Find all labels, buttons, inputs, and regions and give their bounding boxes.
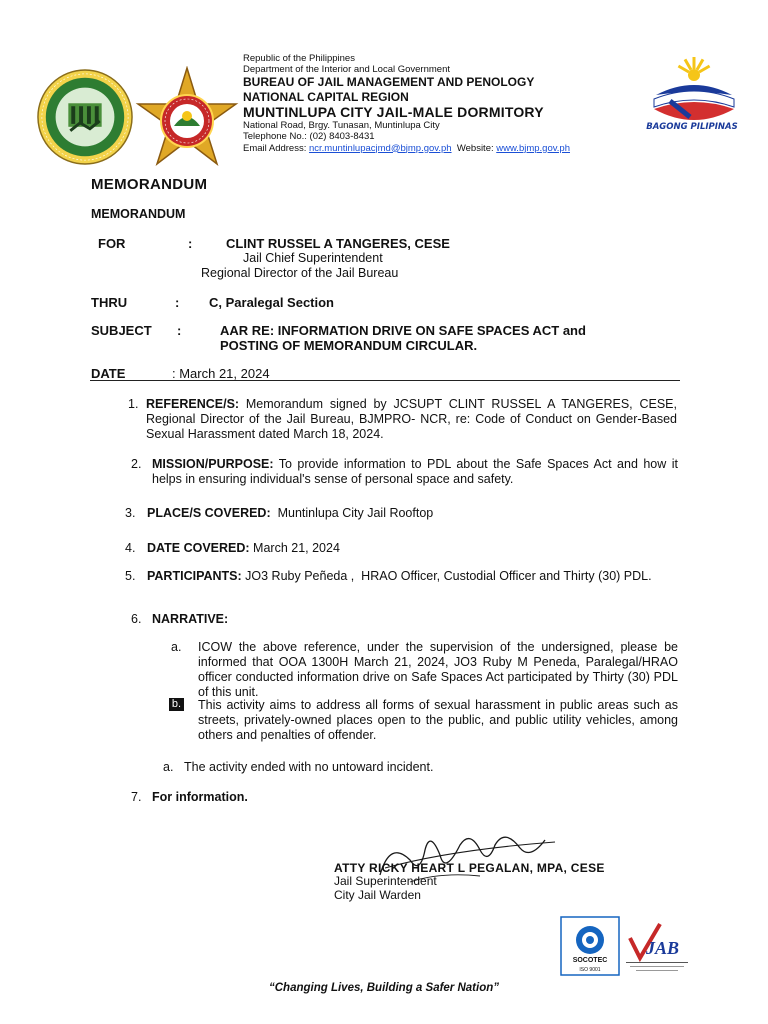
bagong-pilipinas-label: BAGONG PILIPINAS (646, 122, 738, 132)
for-name: CLINT RUSSEL A TANGERES, CESE (226, 236, 450, 251)
telephone-line: Telephone No.: (02) 8403-8431 (243, 131, 375, 143)
item-5-number: 5. (125, 569, 136, 583)
item-3-label: PLACE/S COVERED: (147, 506, 271, 520)
email-label: Email Address: (243, 142, 309, 154)
region-line: NATIONAL CAPITAL REGION (243, 89, 409, 104)
for-position: Regional Director of the Jail Bureau (201, 266, 399, 280)
contact-line (243, 143, 673, 154)
footer-tagline: “Changing Lives, Building a Safer Nation” (268, 982, 500, 994)
signatory-position: City Jail Warden (334, 888, 421, 902)
item-4-date (147, 541, 667, 556)
narrative-b-letter: b. (169, 698, 184, 711)
date-divider (90, 380, 680, 381)
item-6-number: 6. (131, 612, 142, 626)
item-2-text: To provide information to PDL about the Safe Spaces Act and how it helps in ensuring individual's sense of personal space and safety. (152, 457, 678, 486)
memo-title: MEMORANDUM (91, 176, 208, 193)
bureau-line: BUREAU OF JAIL MANAGEMENT AND PENOLOGY (243, 75, 535, 90)
subject-line-1: AAR RE: INFORMATION DRIVE ON SAFE SPACES ACT and (220, 323, 586, 338)
date-label: DATE (91, 366, 126, 381)
thru-value: C, Paralegal Section (209, 295, 334, 310)
subject-label: SUBJECT (91, 323, 152, 338)
item-5-label: PARTICIPANTS: (147, 569, 242, 583)
item-5-text: JO3 Ruby Peñeda , HRAO Officer, Custodial Officer and Thirty (30) PDL. (241, 569, 652, 583)
narrative-c-letter: a. (163, 760, 174, 774)
item-4-text: March 21, 2024 (249, 541, 340, 555)
unit-line: MUNTINLUPA CITY JAIL-MALE DORMITORY (243, 103, 544, 120)
iso-label: ISO 9001 (579, 967, 601, 973)
subject-line-2: POSTING OF MEMORANDUM CIRCULAR. (220, 338, 478, 353)
memo-subtitle: MEMORANDUM (91, 207, 186, 221)
item-4-label: DATE COVERED: (147, 541, 250, 555)
website-label: Website: (451, 142, 497, 154)
thru-colon: : (175, 295, 180, 310)
for-colon: : (188, 236, 193, 251)
signatory-name: ATTY RICKY HEART L PEGALAN, MPA, CESE (334, 861, 605, 875)
jab-accreditation-logo (622, 918, 692, 978)
thru-label: THRU (91, 295, 128, 310)
city-jail-star-badge (132, 66, 242, 170)
narrative-c-text: The activity ended with no untoward incident. (184, 760, 434, 774)
date-value: : March 21, 2024 (172, 366, 270, 381)
item-1-label: REFERENCE/S: (146, 397, 240, 411)
bjmp-seal-logo (36, 68, 134, 166)
department-line: Department of the Interior and Local Government (243, 64, 451, 76)
item-2-label: MISSION/PURPOSE: (152, 457, 274, 471)
for-rank: Jail Chief Superintendent (243, 251, 383, 265)
socotec-iso-logo (560, 916, 620, 976)
letterhead (243, 53, 673, 154)
item-1-text: Memorandum signed by JCSUPT CLINT RUSSEL A TANGERES, CESE, Regional Director of the Jail Bureau, BJMPRO- NCR, re: Code of Conduct on Gender-Based Sexual Harassment dated March 18, 2024. (146, 397, 677, 441)
item-1-reference (146, 397, 677, 442)
item-7-number: 7. (131, 790, 142, 804)
narrative-a-text: ICOW the above reference, under the supervision of the undersigned, please be informed that OOA 1300H March 21, 2024, JO3 Ruby M Peneda, Paralegal/HRAO officer conducted information drive on Safe Spaces Act participated by Thirty (30) PDL of this unit. (198, 640, 678, 699)
item-3-place (147, 506, 667, 521)
item-4-number: 4. (125, 541, 136, 555)
socotec-label: SOCOTEC (572, 957, 608, 964)
republic-line: Republic of the Philippines (243, 53, 355, 64)
jab-label: JAB (646, 938, 680, 958)
narrative-a-letter: a. (171, 640, 182, 654)
address-line: National Road, Brgy. Tunasan, Muntinlupa City (243, 120, 440, 132)
website-link[interactable]: www.bjmp.gov.ph (496, 142, 570, 154)
item-6-label: NARRATIVE: (152, 612, 229, 626)
subject-colon: : (177, 323, 182, 338)
item-5-participants (147, 569, 677, 584)
item-2-number: 2. (131, 457, 142, 471)
for-label: FOR (98, 236, 126, 251)
email-link[interactable]: ncr.muntinlupacjmd@bjmp.gov.ph (309, 142, 452, 154)
item-1-number: 1. (128, 397, 139, 411)
item-3-number: 3. (125, 506, 136, 520)
narrative-b-text: This activity aims to address all forms of sexual harassment in public areas such as streets, privately-owned places open to the public, and public utility vehicles, among others and penalties of offender. (198, 698, 678, 742)
item-3-text: Muntinlupa City Jail Rooftop (270, 506, 434, 520)
item-2-mission (152, 457, 678, 487)
item-7-label: For information. (152, 790, 248, 804)
signatory-rank: Jail Superintendent (334, 874, 437, 888)
